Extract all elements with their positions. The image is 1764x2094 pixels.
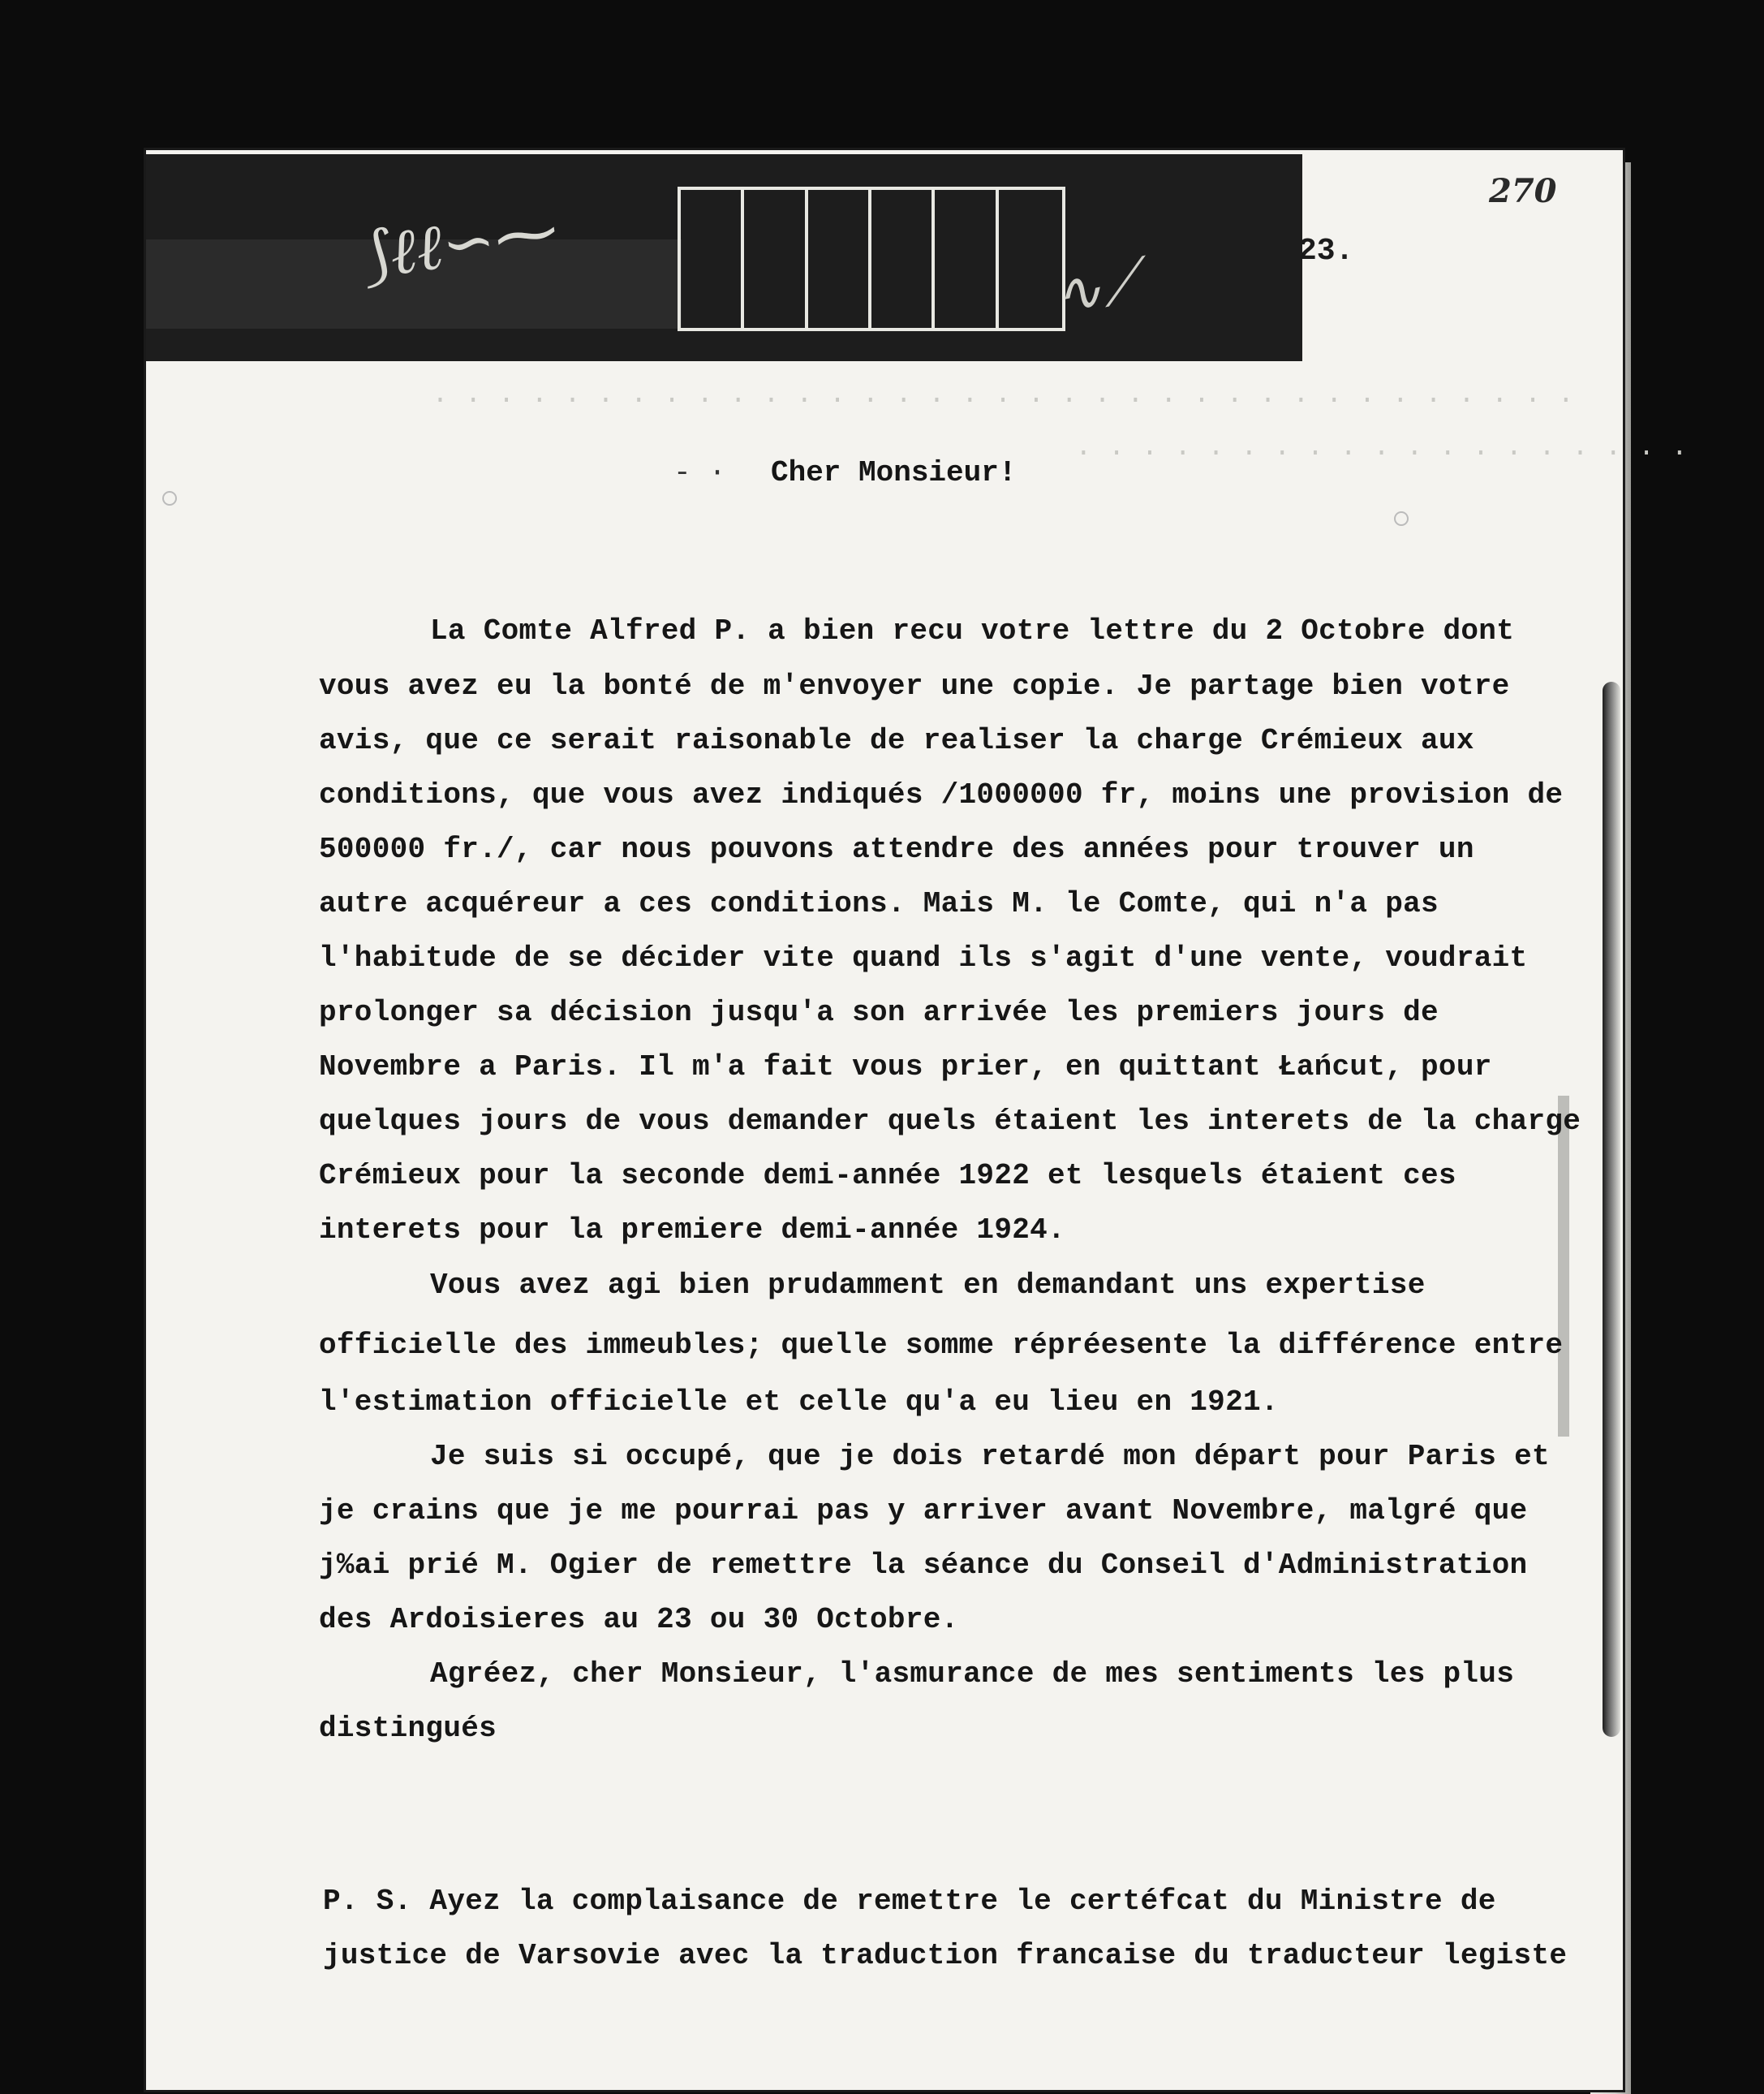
- stamp-grid: [678, 187, 1065, 331]
- bleed-through-text: · · · · · · · · · · · · · · · · · · ·: [1075, 438, 1688, 469]
- body-line: 500000 fr./, car nous pouvons attendre des années pour trouver un: [319, 833, 1474, 866]
- paper-fold: [1603, 682, 1620, 1737]
- body-line: Je suis si occupé, que je dois retardé mon départ pour Paris et: [430, 1440, 1550, 1473]
- body-line: quelques jours de vous demander quels étaient les interets de la charge: [319, 1105, 1581, 1138]
- salutation-dash: - ·: [673, 456, 726, 489]
- body-line: avis, que ce serait raisonable de realiser la charge Crémieux aux: [319, 724, 1474, 757]
- salutation: Cher Monsieur!: [771, 456, 1017, 489]
- handwritten-annotation: ⟆ℓℓ∽⁓: [360, 194, 563, 294]
- body-line: officielle des immeubles; quelle somme répréesente la différence entre: [319, 1329, 1564, 1362]
- body-line: vous avez eu la bonté de m'envoyer une copie. Je partage bien votre: [319, 670, 1510, 703]
- body-line: autre acquéreur a ces conditions. Mais M. le Comte, qui n'a pas: [319, 887, 1439, 920]
- body-line: Crémieux pour la seconde demi-année 1922 et lesquels étaient ces: [319, 1159, 1456, 1192]
- body-line: l'habitude de se décider vite quand ils s'agit d'une vente, voudrait: [319, 941, 1528, 975]
- punch-hole: [1394, 511, 1409, 526]
- closing-word: distingués: [319, 1712, 497, 1745]
- body-line: l'estimation officielle et celle qu'a eu lieu en 1921.: [319, 1385, 1279, 1419]
- body-line: Novembre a Paris. Il m'a fait vous prier, en quittant Łańcut, pour: [319, 1050, 1492, 1084]
- body-line: La Comte Alfred P. a bien recu votre lettre du 2 Octobre dont: [430, 614, 1515, 648]
- date-fragment: 23.: [1298, 234, 1354, 269]
- body-line: j%ai prié M. Ogier de remettre la séance du Conseil d'Administration: [319, 1549, 1528, 1582]
- handwritten-mark: ∿⟋: [1048, 246, 1147, 330]
- page-number: 270: [1489, 172, 1557, 210]
- body-line: interets pour la premiere demi-année 1924.: [319, 1213, 1065, 1247]
- postscript-line: P. S. Ayez la complaisance de remettre le certéfcat du Ministre de: [323, 1885, 1496, 1918]
- body-line: Vous avez agi bien prudamment en demandant uns expertise: [430, 1269, 1426, 1302]
- body-line: prolonger sa décision jusqu'a son arrivée les premiers jours de: [319, 996, 1439, 1029]
- body-line: des Ardoisieres au 23 ou 30 Octobre.: [319, 1603, 959, 1636]
- punch-hole: [162, 491, 177, 506]
- paper-fold-shadow: [1558, 1096, 1569, 1437]
- bleed-through-text: · · · · · · · · · · · · · · · · · · · · · · · · · · · · · · · · · · ·: [432, 386, 1574, 416]
- postscript-line: justice de Varsovie avec la traduction francaise du traducteur legiste: [323, 1939, 1568, 1972]
- body-line: conditions, que vous avez indiqués /1000000 fr, moins une provision de: [319, 778, 1564, 812]
- body-line: Agréez, cher Monsieur, l'asmurance de mes sentiments les plus: [430, 1657, 1515, 1691]
- body-line: je crains que je me pourrai pas y arriver avant Novembre, malgré que: [319, 1494, 1528, 1527]
